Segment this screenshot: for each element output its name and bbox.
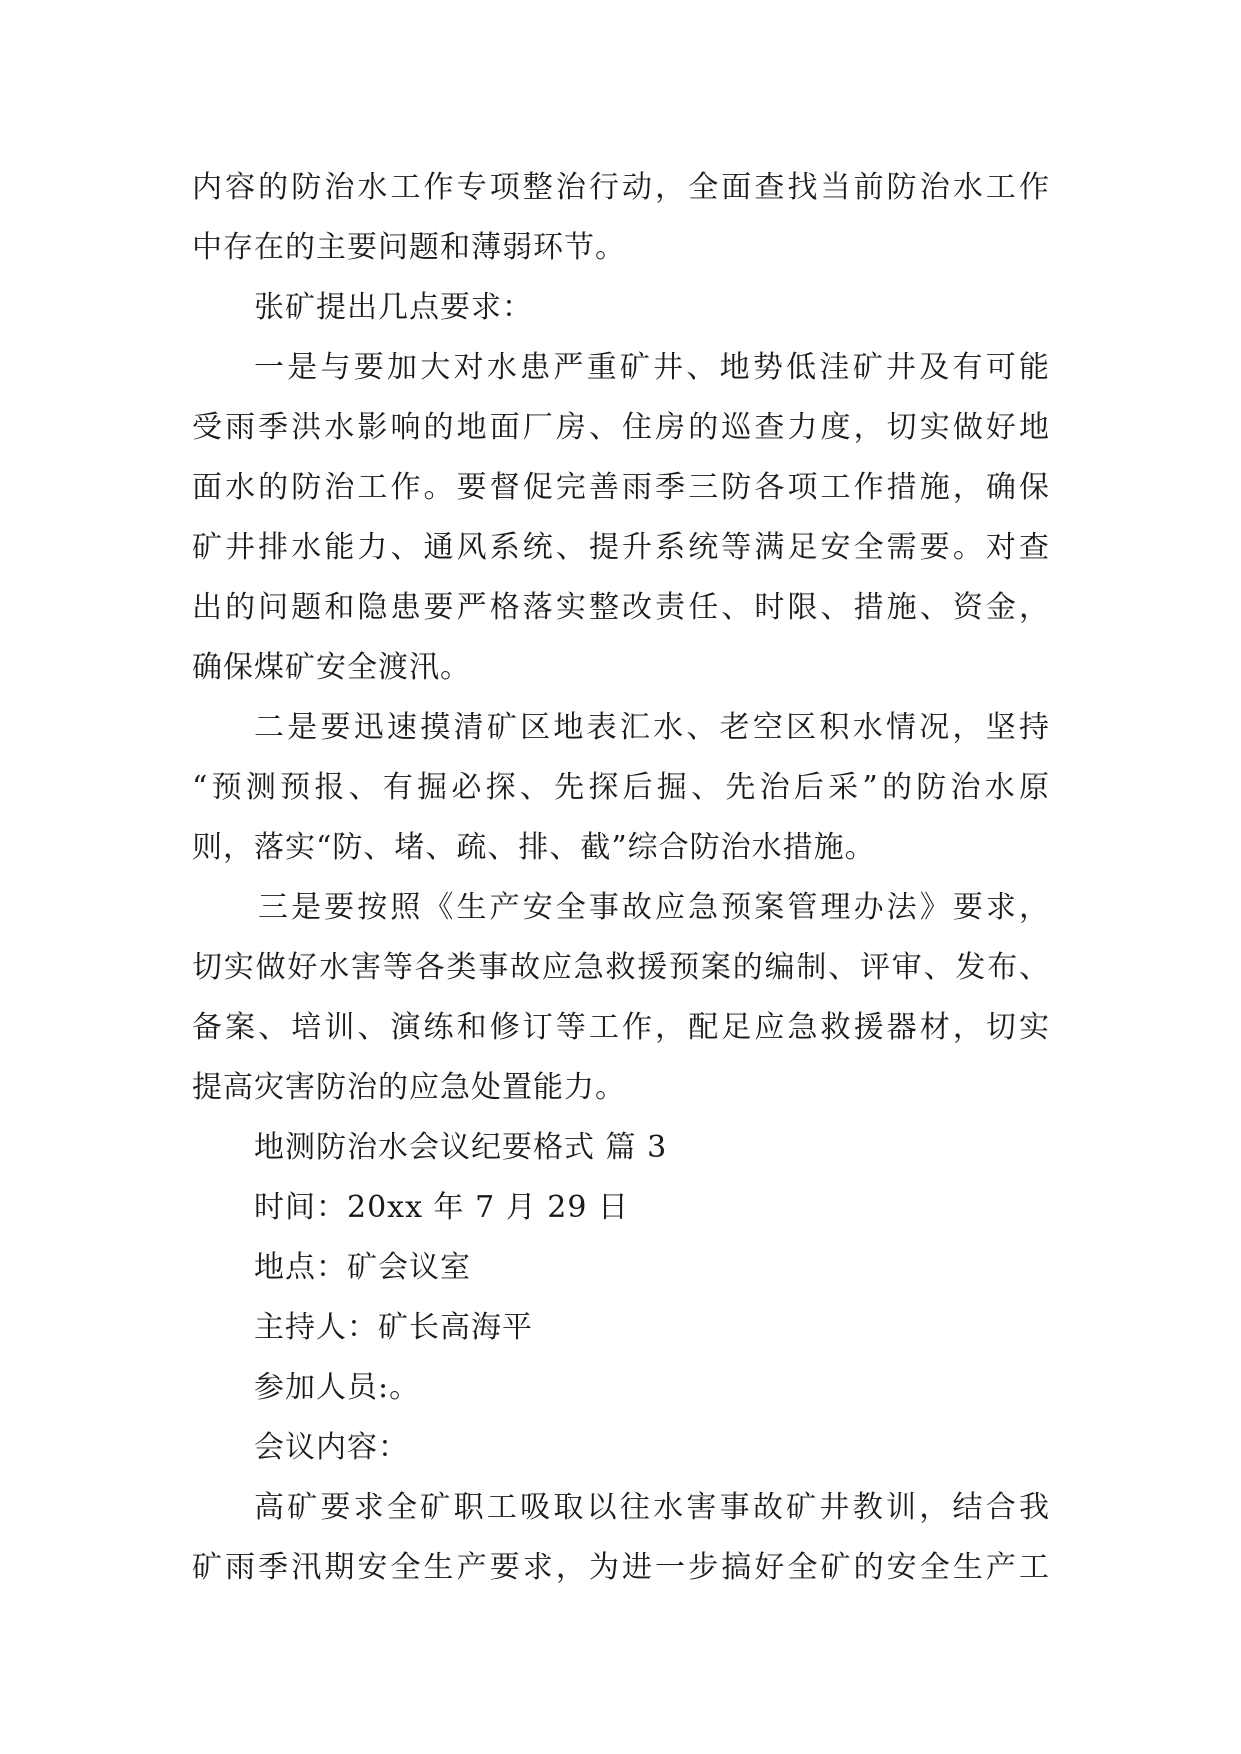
text-line: 二是要迅速摸清矿区地表汇水、老空区积水情况，坚持 [254, 710, 1050, 745]
meeting-attendees: 参加人员:。 [254, 1370, 421, 1405]
meeting-content-label: 会议内容： [254, 1430, 409, 1465]
text-line: 三是要按照《生产安全事故应急预案管理办法》要求， [258, 890, 1050, 925]
paragraph-heading: 张矿提出几点要求： [254, 290, 533, 325]
text-line: 受雨季洪水影响的地面厂房、住房的巡查力度，切实做好地 [192, 410, 1050, 445]
text-line: 备案、培训、演练和修订等工作，配足应急救援器材，切实 [192, 1010, 1050, 1045]
text-line: 内容的防治水工作专项整治行动，全面查找当前防治水工作 [192, 170, 1050, 205]
section-title: 地测防治水会议纪要格式 篇 3 [254, 1130, 668, 1165]
text-line: 提高灾害防治的应急处置能力。 [192, 1070, 626, 1105]
text-line: 一是与要加大对水患严重矿井、地势低洼矿井及有可能 [254, 350, 1050, 385]
text-line: 矿井排水能力、通风系统、提升系统等满足安全需要。对查 [192, 530, 1050, 565]
text-line: 则，落实“防、堵、疏、排、截”综合防治水措施。 [192, 830, 876, 865]
text-line: 高矿要求全矿职工吸取以往水害事故矿井教训，结合我 [254, 1490, 1050, 1525]
document-body [192, 158, 1050, 1598]
text-line: 面水的防治工作。要督促完善雨季三防各项工作措施，确保 [192, 470, 1050, 505]
text-line: 切实做好水害等各类事故应急救援预案的编制、评审、发布、 [192, 950, 1050, 985]
text-line: 中存在的主要问题和薄弱环节。 [192, 230, 626, 265]
meeting-host: 主持人：矿长高海平 [254, 1310, 533, 1345]
text-line: “预测预报、有掘必探、先探后掘、先治后采”的防治水原 [192, 770, 1050, 805]
text-line: 矿雨季汛期安全生产要求，为进一步搞好全矿的安全生产工 [192, 1550, 1050, 1585]
text-line: 确保煤矿安全渡汛。 [192, 650, 471, 685]
meeting-location: 地点：矿会议室 [254, 1250, 471, 1285]
text-line: 出的问题和隐患要严格落实整改责任、时限、措施、资金， [192, 590, 1050, 625]
meeting-time: 时间：20xx 年 7 月 29 日 [254, 1190, 629, 1225]
